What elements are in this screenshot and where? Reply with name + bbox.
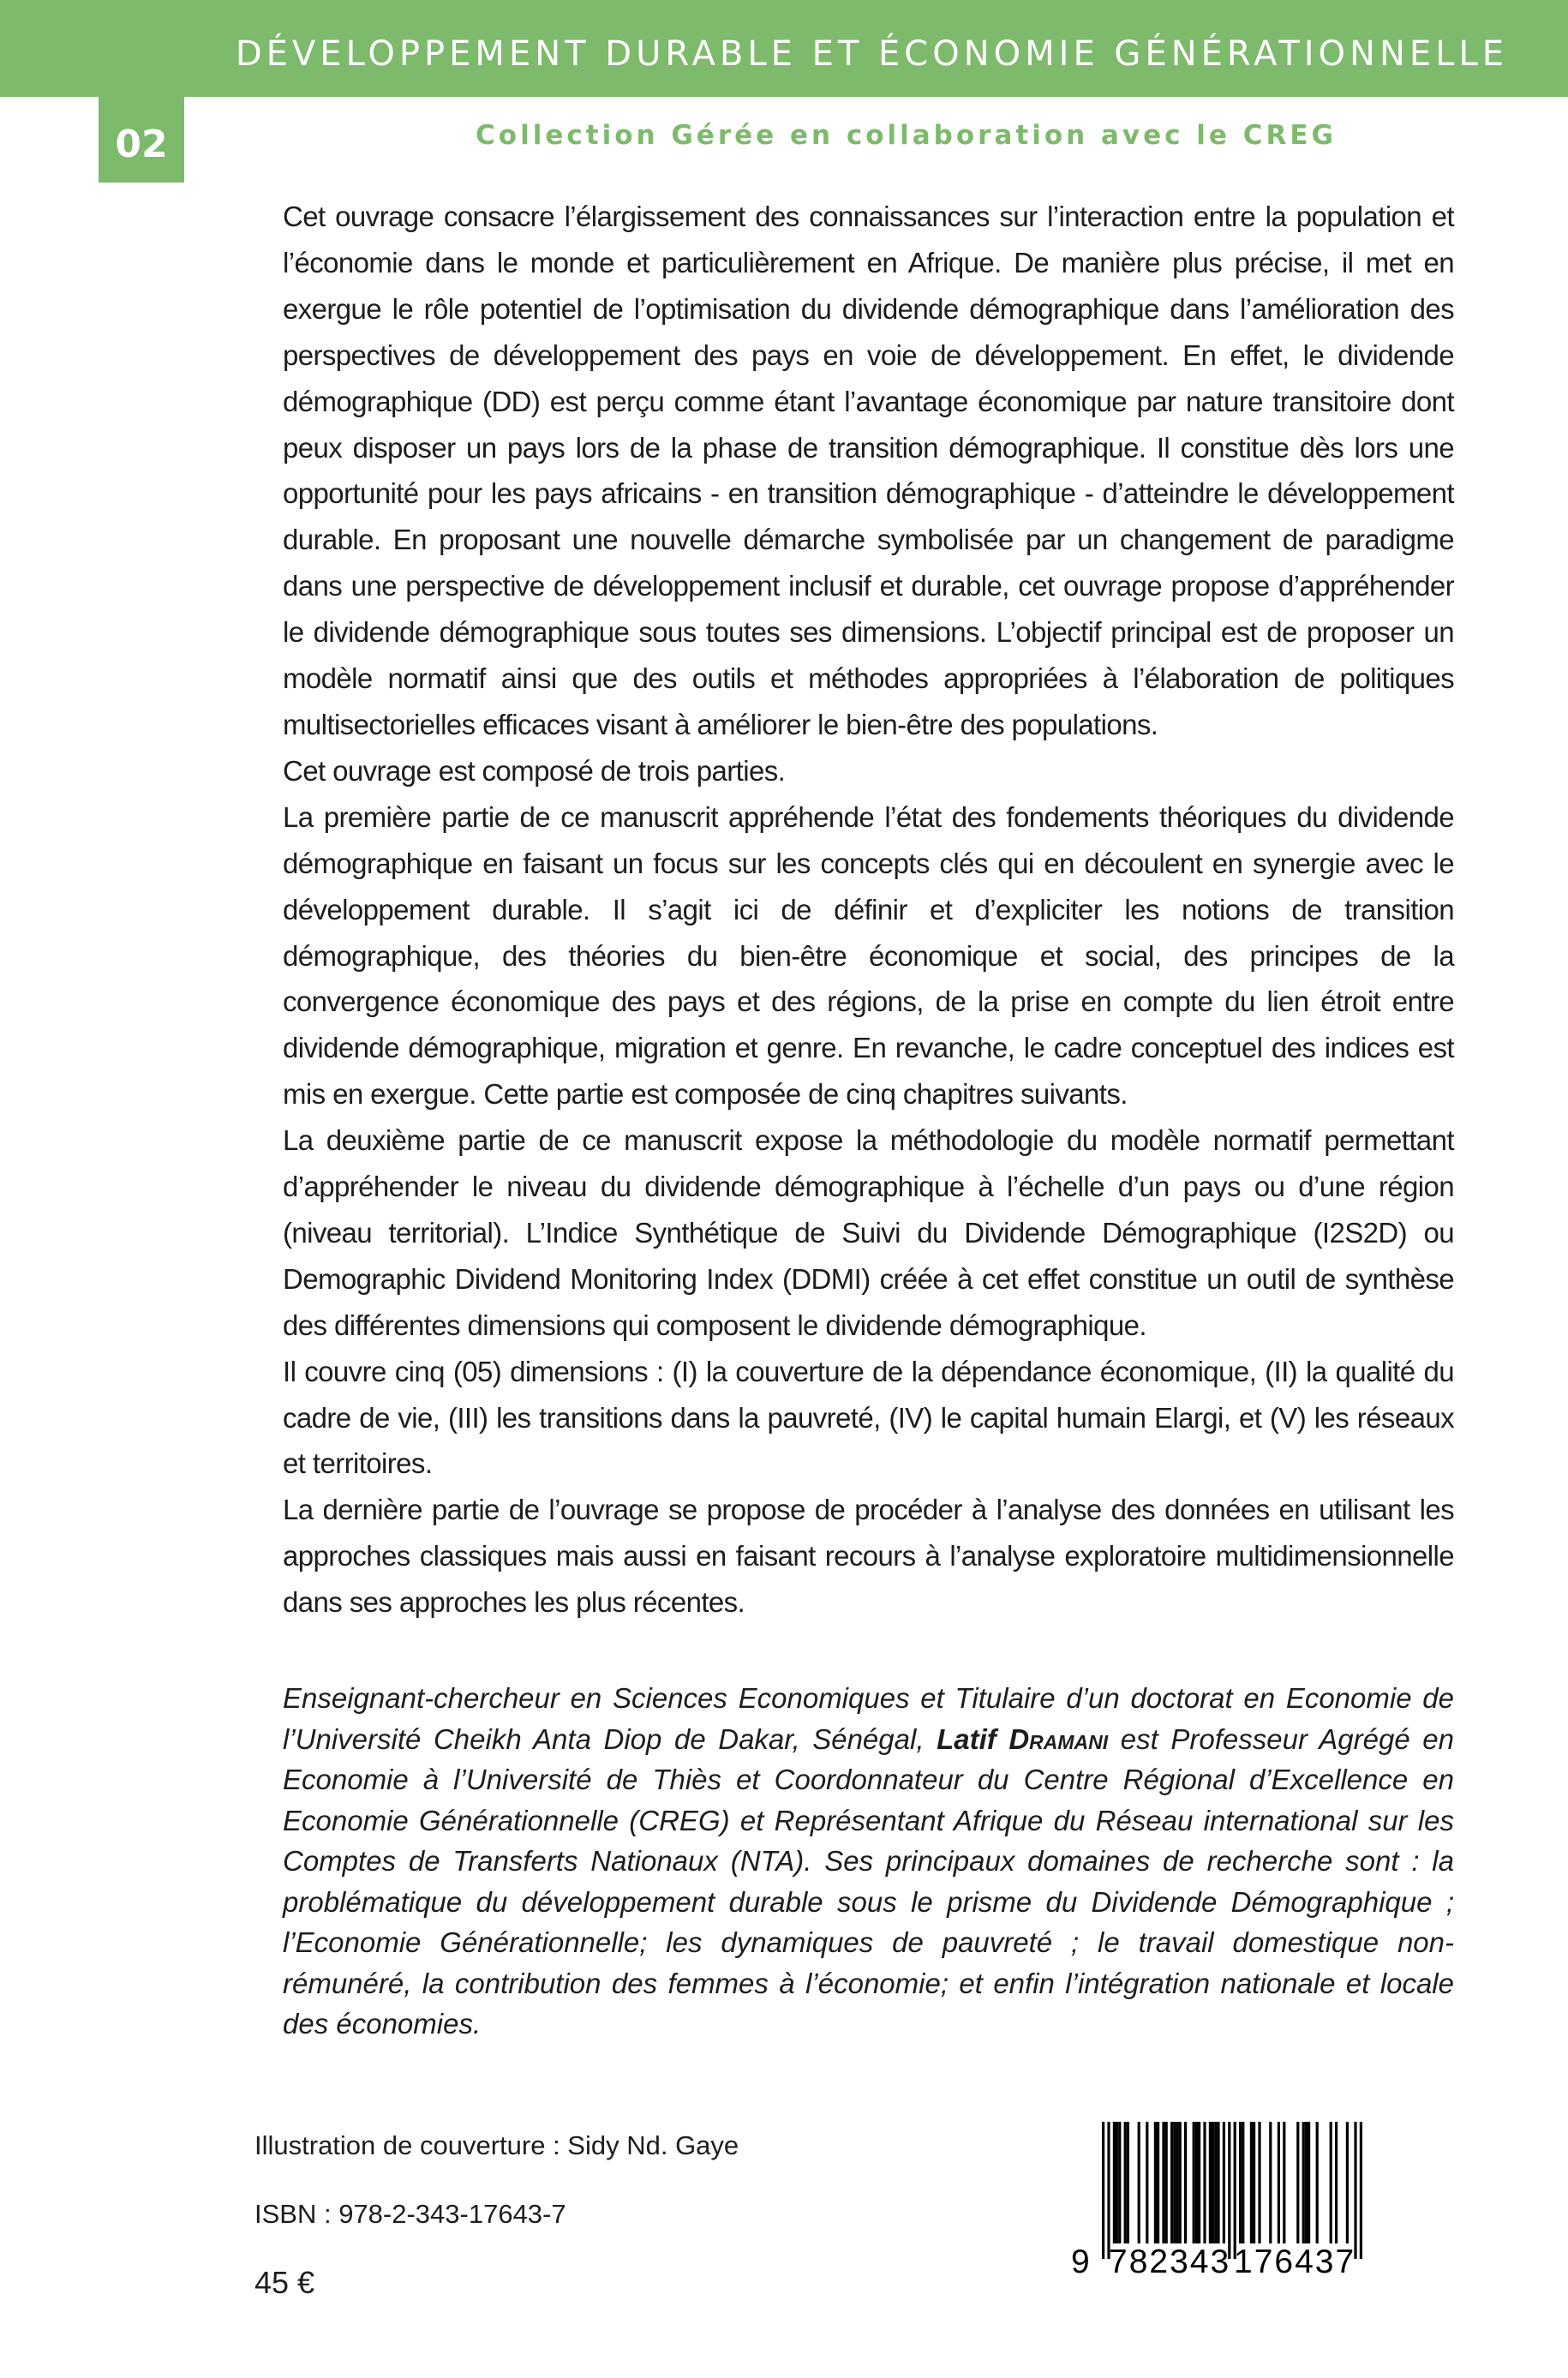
barcode-bar	[1305, 2122, 1308, 2243]
barcode-bar	[1253, 2122, 1255, 2243]
barcode-bar	[1250, 2122, 1253, 2243]
series-number-badge: 02	[99, 97, 184, 183]
barcode-bar	[1212, 2122, 1214, 2243]
barcode-bar	[1127, 2122, 1129, 2243]
barcode-bar	[1170, 2122, 1173, 2243]
barcode-bar	[1278, 2122, 1280, 2243]
barcode-bar	[1354, 2122, 1356, 2259]
bio-text: est Professeur Agrégé en Economie à l’Université de Thiès et Coordonnateur du Centre Régional d’Excellence en Economie Générationnelle (CREG) et Représentant Afrique du Réseau international sur les Comptes de Transferts Nationaux (NTA). Ses principaux domaines de recherche sont : la problématique du développement durable sous le prisme du Dividende Démographique ; l’Economie Générationnelle; les dynamiques de pauvreté ; le travail domestique non-rémunéré, la contribution des femmes à l’économie; et enfin l’intégration nationale et locale des économies.	[283, 1722, 1454, 2040]
barcode-bar	[1269, 2122, 1272, 2243]
barcode-bar	[1316, 2122, 1319, 2243]
barcode-bar	[1234, 2122, 1236, 2259]
barcode-bar	[1118, 2122, 1121, 2243]
barcode-bar	[1228, 2122, 1230, 2259]
barcode-bar	[1330, 2122, 1332, 2243]
barcode-digit-first: 9	[1071, 2243, 1092, 2280]
author-first-name: Latif	[937, 1722, 996, 1755]
barcode-bar	[1346, 2122, 1349, 2243]
barcode-bar	[1113, 2122, 1116, 2243]
author-bio	[283, 1678, 1454, 2045]
barcode-bar	[1335, 2122, 1338, 2243]
barcode-digits-right: 176437	[1234, 2243, 1356, 2280]
barcode-bar	[1214, 2122, 1217, 2243]
summary-paragraph: Il couvre cinq (05) dimensions : (I) la couverture de la dépendance économique, (II) la qualité du cadre de vie, (III) les transitions dans la pauvreté, (IV) le capital humain Elargi, et (V) les réseaux et territoires.	[283, 1355, 1454, 1480]
barcode-bar	[1157, 2122, 1159, 2243]
summary-paragraph: Cet ouvrage est composé de trois parties.	[283, 754, 786, 787]
summary-paragraph: La première partie de ce manuscrit appréhende l’état des fondements théoriques du dividende démographique en faisant un focus sur les concepts clés qui en découlent en synergie avec le développement durable. Il s’agit ici de définir et d’expliciter les notions de transition démographique, des théories du bien-être économique et social, des principes de la convergence économique des pays et des régions, de la prise en compte du lien étroit entre dividende démographique, migration et genre. En revanche, le cadre conceptuel des indices est mis en exergue. Cette partie est composée de cinq chapitres suivants.	[283, 800, 1454, 1111]
barcode-bar	[1154, 2122, 1157, 2243]
bio-intro: Enseignant-chercheur en Sciences Economiques et Titulaire d’un doctorat en Economie de l’Université Cheikh Anta Diop de Dakar, Sénégal,	[283, 1682, 1454, 1755]
barcode-bar	[1116, 2122, 1118, 2243]
barcode-bar	[1198, 2122, 1200, 2243]
barcode-bar	[1179, 2122, 1182, 2243]
barcode-bar	[1173, 2122, 1176, 2243]
barcode-bars	[1102, 2122, 1362, 2259]
book-summary	[283, 194, 1454, 1626]
barcode-digits-left: 782343	[1109, 2243, 1231, 2280]
barcode-bar	[1360, 2122, 1362, 2259]
barcode-bar	[1223, 2122, 1225, 2243]
barcode-bar	[1203, 2122, 1206, 2243]
barcode-digits	[1071, 2243, 1369, 2281]
barcode-bar	[1239, 2122, 1242, 2243]
barcode-bar	[1195, 2122, 1198, 2243]
summary-paragraph: La deuxième partie de ce manuscrit expose la méthodologie du modèle normatif permettant d’appréhender le niveau du dividende démographique à l’échelle d’un pays ou d’une région (niveau territorial). L’Indice Synthétique de Suivi du Dividende Démographique (I2S2D) ou Demographic Dividend Monitoring Index (DDMI) créée à cet effet constitue un outil de synthèse des différentes dimensions qui composent le dividende démographique.	[283, 1124, 1454, 1341]
barcode-bar	[1308, 2122, 1310, 2243]
barcode-bar	[1124, 2122, 1127, 2243]
barcode-bar	[1146, 2122, 1148, 2243]
barcode-bar	[1107, 2122, 1110, 2259]
barcode-bar	[1302, 2122, 1305, 2243]
series-title: DÉVELOPPEMENT DURABLE ET ÉCONOMIE GÉNÉRATIONNELLE	[235, 34, 1508, 74]
barcode-bar	[1242, 2122, 1244, 2243]
summary-paragraph: La dernière partie de l’ouvrage se propose de procéder à l’analyse des données en utilisant les approches classiques mais aussi en faisant recours à l’analyse exploratoire multidimensionnelle dans ses approches les plus récentes.	[283, 1494, 1454, 1619]
illustration-credit: Illustration de couverture : Sidy Nd. Gaye	[254, 2130, 739, 2160]
summary-paragraph: Cet ouvrage consacre l’élargissement des connaissances sur l’interaction entre la population et l’économie dans le monde et particulièrement en Afrique. De manière plus précise, il met en exergue le rôle potentiel de l’optimisation du dividende démographique dans l’amélioration des perspectives de développement des pays en voie de développement. En effet, le dividende démographique (DD) est perçu comme étant l’avantage économique par nature transitoire dont peux disposer un pays lors de la phase de transition démographique. Il constitue dès lors une opportunité pour les pays africains - en transition démographique - d’atteindre le développement durable. En proposant une nouvelle démarche symbolisée par un changement de paradigme dans une perspective de développement inclusif et durable, cet ouvrage propose d’appréhender le dividende démographique sous toutes ses dimensions. L’objectif principal est de proposer un modèle normatif ainsi que des outils et méthodes appropriées à l’élaboration de politiques multisectorielles efficaces visant à améliorer le bien-être des populations.	[283, 201, 1454, 740]
collection-subtitle: Collection Gérée en collaboration avec le CREG	[476, 120, 1337, 151]
price: 45 €	[254, 2265, 315, 2300]
barcode-bar	[1138, 2122, 1140, 2243]
barcode-bar	[1102, 2122, 1104, 2259]
barcode-bar	[1162, 2122, 1164, 2243]
barcode-bar	[1296, 2122, 1299, 2243]
barcode-bar	[1165, 2122, 1168, 2243]
barcode-bar	[1193, 2122, 1195, 2243]
barcode-bar	[1217, 2122, 1219, 2243]
author-last-name: Dramani	[1008, 1722, 1109, 1755]
isbn: ISBN : 978-2-343-17643-7	[254, 2199, 566, 2229]
barcode-bar	[1258, 2122, 1260, 2243]
barcode-bar	[1176, 2122, 1178, 2243]
barcode-bar	[1283, 2122, 1285, 2243]
barcode-bar	[1209, 2122, 1212, 2243]
barcode-bar	[1184, 2122, 1187, 2243]
